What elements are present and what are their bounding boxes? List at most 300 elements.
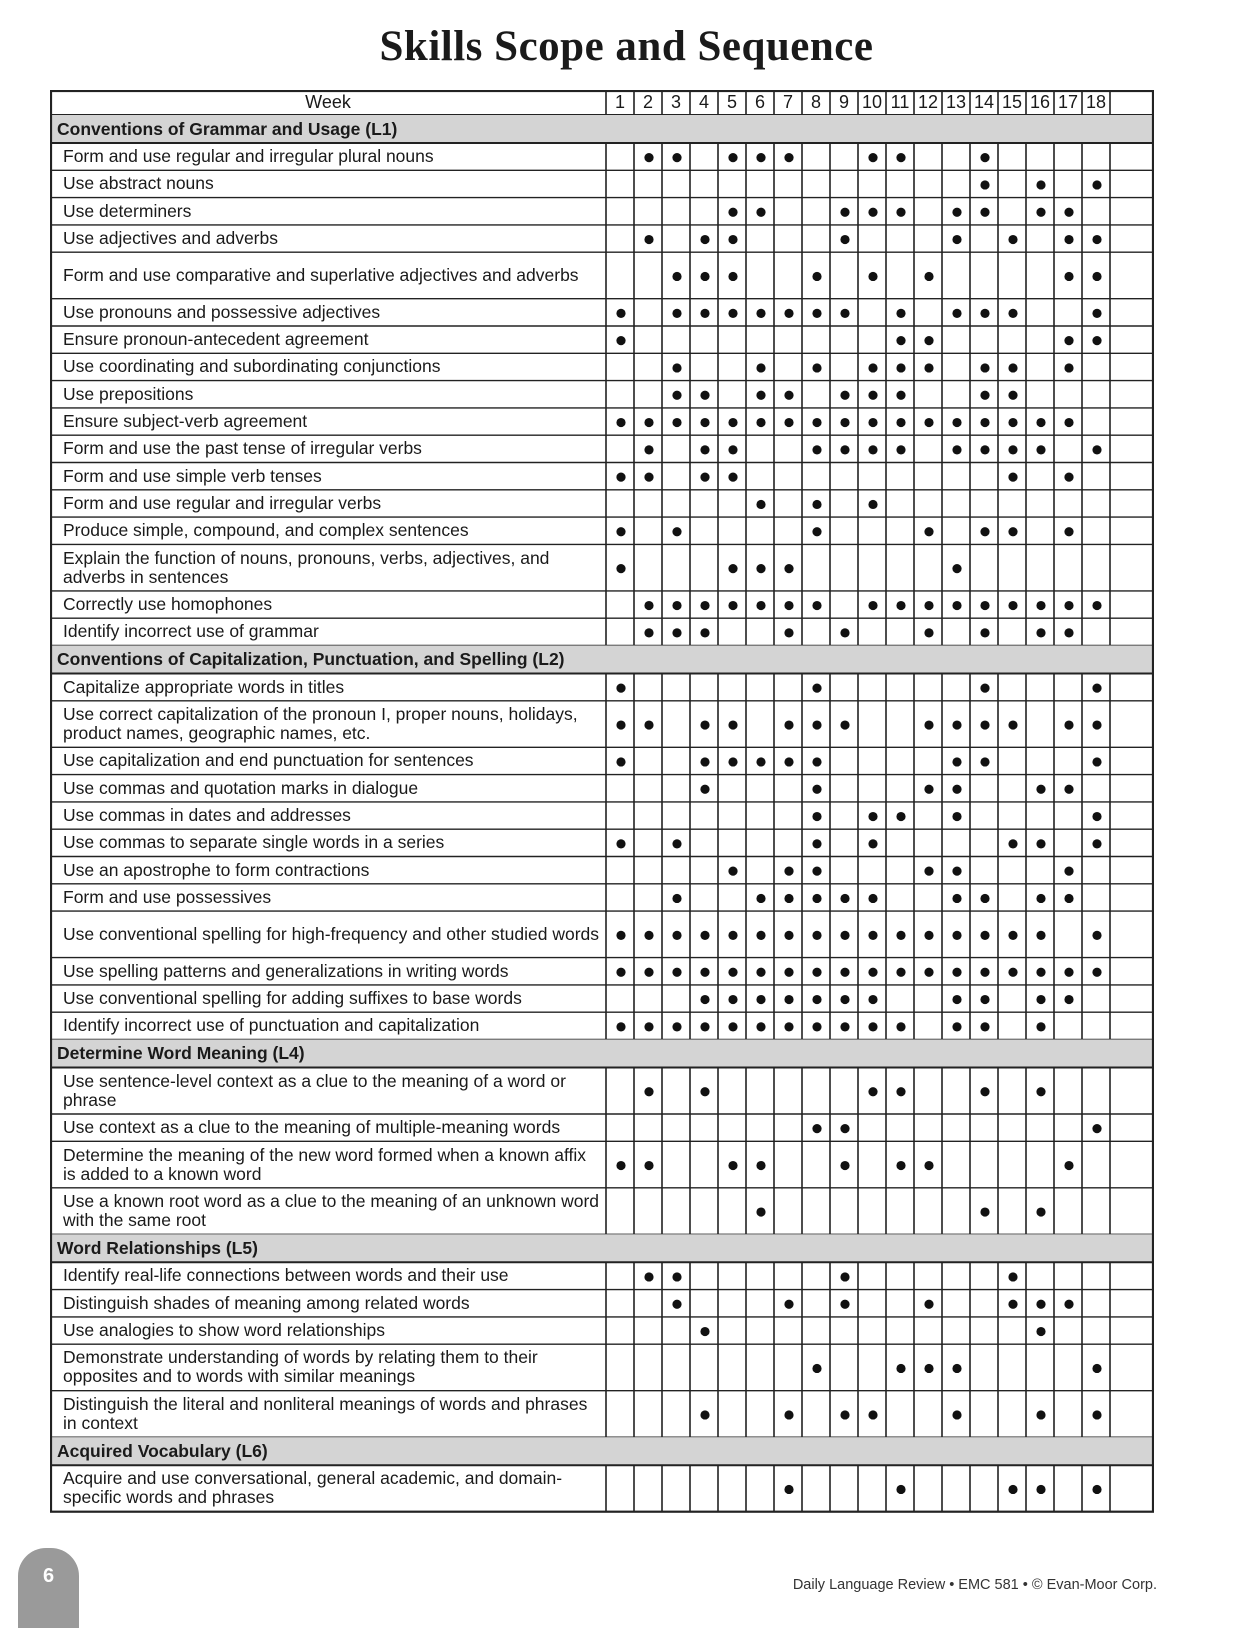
skill-label: Use commas to separate single words in a series [63, 832, 445, 853]
week-16-dot [1036, 1087, 1045, 1096]
week-17-dot [1064, 363, 1073, 372]
week-9-dot [840, 235, 849, 244]
week-14-dot [980, 309, 989, 318]
week-5-dot [728, 564, 737, 573]
week-17-dot [1064, 867, 1073, 876]
week-8-dot [812, 601, 821, 610]
week-5-dot [728, 208, 737, 217]
week-14-dot [980, 894, 989, 903]
week-12-dot [924, 968, 933, 977]
skill-label: Form and use regular and irregular plural nouns [63, 146, 434, 167]
skill-label: Form and use simple verb tenses [63, 465, 322, 486]
week-1-dot [616, 839, 625, 848]
week-10-dot [868, 1087, 877, 1096]
week-6-dot [756, 968, 765, 977]
week-2-dot [644, 628, 653, 637]
footer-credit: Daily Language Review • EMC 581 • © Evan-Moor Corp. [792, 1577, 1157, 1593]
week-18-dot [1092, 309, 1101, 318]
week-8-dot [812, 527, 821, 536]
week-number-1: 1 [614, 92, 625, 112]
week-number-17: 17 [1057, 92, 1079, 112]
week-4-dot [700, 473, 709, 482]
week-7-dot [784, 309, 793, 318]
week-15-dot [1008, 363, 1017, 372]
week-6-dot [756, 894, 765, 903]
week-14-dot [980, 995, 989, 1004]
week-18-dot [1092, 235, 1101, 244]
week-4-dot [700, 757, 709, 766]
week-18-dot [1092, 684, 1101, 693]
week-number-16: 16 [1029, 92, 1051, 112]
week-18-dot [1092, 720, 1101, 729]
week-number-3: 3 [670, 92, 681, 112]
week-15-dot [1008, 527, 1017, 536]
week-8-dot [812, 720, 821, 729]
skill-label: Form and use regular and irregular verbs [63, 492, 382, 513]
week-17-dot [1064, 336, 1073, 345]
week-11-dot [896, 153, 905, 162]
week-14-dot [980, 757, 989, 766]
skill-label: Use conventional spelling for adding suffixes to base words [63, 988, 522, 1009]
week-6-dot [756, 601, 765, 610]
week-6-dot [756, 995, 765, 1004]
week-14-dot [980, 363, 989, 372]
page-title: Skills Scope and Sequence [379, 23, 874, 70]
week-10-dot [868, 894, 877, 903]
week-13-dot [952, 894, 961, 903]
week-number-9: 9 [838, 92, 849, 112]
week-10-dot [868, 968, 877, 977]
week-9-dot [840, 968, 849, 977]
week-13-dot [952, 1364, 961, 1373]
week-number-7: 7 [782, 92, 793, 112]
week-2-dot [644, 1087, 653, 1096]
week-8-dot [812, 839, 821, 848]
week-12-dot [924, 1300, 933, 1309]
skill-label: Use correct capitalization of the pronoun I, proper nouns, holidays, product names, geographic names, etc. [63, 704, 578, 744]
week-3-dot [672, 931, 681, 940]
week-15-dot [1008, 473, 1017, 482]
week-3-dot [672, 839, 681, 848]
page-number-tab [18, 1548, 79, 1628]
week-13-dot [952, 235, 961, 244]
week-12-dot [924, 628, 933, 637]
week-10-dot [868, 208, 877, 217]
week-2-dot [644, 931, 653, 940]
week-16-dot [1036, 839, 1045, 848]
week-18-dot [1092, 445, 1101, 454]
week-15-dot [1008, 601, 1017, 610]
skill-label: Explain the function of nouns, pronouns, verbs, adjectives, and adverbs in sentences [63, 547, 550, 587]
week-11-dot [896, 418, 905, 427]
week-17-dot [1064, 418, 1073, 427]
section-title: Conventions of Capitalization, Punctuation, and Spelling (L2) [57, 649, 565, 669]
week-1-dot [616, 684, 625, 693]
week-16-dot [1036, 894, 1045, 903]
week-13-dot [952, 1410, 961, 1419]
week-8-dot [812, 684, 821, 693]
skill-label: Use an apostrophe to form contractions [63, 859, 370, 880]
week-9-dot [840, 1410, 849, 1419]
week-11-dot [896, 208, 905, 217]
week-2-dot [644, 1272, 653, 1281]
week-3-dot [672, 968, 681, 977]
week-3-dot [672, 309, 681, 318]
week-9-dot [840, 1272, 849, 1281]
week-7-dot [784, 995, 793, 1004]
week-16-dot [1036, 628, 1045, 637]
week-15-dot [1008, 931, 1017, 940]
week-8-dot [812, 363, 821, 372]
skill-label: Correctly use homophones [63, 594, 273, 615]
week-12-dot [924, 272, 933, 281]
week-13-dot [952, 445, 961, 454]
week-13-dot [952, 418, 961, 427]
week-17-dot [1064, 235, 1073, 244]
skill-label: Ensure pronoun-antecedent agreement [63, 329, 369, 350]
week-17-dot [1064, 1161, 1073, 1170]
week-10-dot [868, 153, 877, 162]
week-8-dot [812, 968, 821, 977]
week-16-dot [1036, 785, 1045, 794]
week-3-dot [672, 391, 681, 400]
week-18-dot [1092, 839, 1101, 848]
week-6-dot [756, 363, 765, 372]
week-4-dot [700, 1087, 709, 1096]
week-7-dot [784, 968, 793, 977]
week-11-dot [896, 1161, 905, 1170]
week-7-dot [784, 720, 793, 729]
week-5-dot [728, 272, 737, 281]
week-2-dot [644, 153, 653, 162]
week-3-dot [672, 1272, 681, 1281]
week-10-dot [868, 1022, 877, 1031]
week-7-dot [784, 867, 793, 876]
week-11-dot [896, 309, 905, 318]
week-14-dot [980, 1207, 989, 1216]
week-9-dot [840, 894, 849, 903]
week-2-dot [644, 1022, 653, 1031]
week-1-dot [616, 1022, 625, 1031]
week-3-dot [672, 1022, 681, 1031]
week-16-dot [1036, 1207, 1045, 1216]
week-17-dot [1064, 968, 1073, 977]
week-16-dot [1036, 1485, 1045, 1494]
week-17-dot [1064, 628, 1073, 637]
week-13-dot [952, 995, 961, 1004]
week-8-dot [812, 812, 821, 821]
week-18-dot [1092, 968, 1101, 977]
section-title: Acquired Vocabulary (L6) [57, 1440, 268, 1461]
week-16-dot [1036, 968, 1045, 977]
week-5-dot [728, 1161, 737, 1170]
week-number-13: 13 [945, 92, 967, 112]
week-17-dot [1064, 785, 1073, 794]
week-11-dot [896, 363, 905, 372]
week-4-dot [700, 418, 709, 427]
week-6-dot [756, 418, 765, 427]
week-5-dot [728, 309, 737, 318]
week-11-dot [896, 391, 905, 400]
week-6-dot [756, 1161, 765, 1170]
week-12-dot [924, 931, 933, 940]
skill-label: Acquire and use conversational, general academic, and domain-specific words and phrases [63, 1468, 563, 1508]
week-18-dot [1092, 812, 1101, 821]
week-5-dot [728, 473, 737, 482]
week-16-dot [1036, 180, 1045, 189]
week-16-dot [1036, 445, 1045, 454]
week-10-dot [868, 272, 877, 281]
week-6-dot [756, 309, 765, 318]
week-3-dot [672, 527, 681, 536]
skill-label: Use a known root word as a clue to the meaning of an unknown word with the same root [63, 1191, 600, 1231]
week-18-dot [1092, 336, 1101, 345]
skill-label: Use spelling patterns and generalizations in writing words [63, 960, 509, 981]
week-13-dot [952, 812, 961, 821]
week-8-dot [812, 785, 821, 794]
week-6-dot [756, 208, 765, 217]
week-17-dot [1064, 601, 1073, 610]
week-11-dot [896, 1022, 905, 1031]
week-10-dot [868, 931, 877, 940]
week-7-dot [784, 894, 793, 903]
week-13-dot [952, 720, 961, 729]
week-6-dot [756, 1207, 765, 1216]
week-14-dot [980, 1087, 989, 1096]
week-11-dot [896, 968, 905, 977]
week-12-dot [924, 785, 933, 794]
week-number-14: 14 [973, 92, 995, 112]
week-2-dot [644, 418, 653, 427]
skill-label: Use determiners [63, 200, 192, 221]
week-1-dot [616, 1161, 625, 1170]
week-10-dot [868, 500, 877, 509]
week-9-dot [840, 931, 849, 940]
week-15-dot [1008, 839, 1017, 848]
week-number-18: 18 [1085, 92, 1107, 112]
page-number: 6 [42, 1565, 55, 1587]
week-number-2: 2 [642, 92, 653, 112]
week-7-dot [784, 757, 793, 766]
week-4-dot [700, 272, 709, 281]
week-10-dot [868, 363, 877, 372]
skill-label: Use conventional spelling for high-frequency and other studied words [63, 923, 600, 944]
skill-label: Identify incorrect use of punctuation and capitalization [63, 1015, 480, 1036]
week-3-dot [672, 272, 681, 281]
week-number-12: 12 [917, 92, 939, 112]
week-9-dot [840, 995, 849, 1004]
week-3-dot [672, 363, 681, 372]
week-9-dot [840, 445, 849, 454]
week-4-dot [700, 391, 709, 400]
week-7-dot [784, 1485, 793, 1494]
week-16-dot [1036, 418, 1045, 427]
week-7-dot [784, 931, 793, 940]
week-14-dot [980, 153, 989, 162]
skill-label: Use commas in dates and addresses [63, 805, 351, 826]
week-8-dot [812, 995, 821, 1004]
week-9-dot [840, 418, 849, 427]
skill-label: Identify real-life connections between words and their use [63, 1265, 509, 1286]
week-6-dot [756, 500, 765, 509]
week-10-dot [868, 1410, 877, 1419]
week-15-dot [1008, 418, 1017, 427]
week-2-dot [644, 1161, 653, 1170]
week-11-dot [896, 1364, 905, 1373]
week-15-dot [1008, 235, 1017, 244]
week-14-dot [980, 968, 989, 977]
week-17-dot [1064, 1300, 1073, 1309]
week-9-dot [840, 628, 849, 637]
week-1-dot [616, 757, 625, 766]
week-6-dot [756, 1022, 765, 1031]
week-6-dot [756, 391, 765, 400]
week-18-dot [1092, 272, 1101, 281]
week-7-dot [784, 628, 793, 637]
week-7-dot [784, 1410, 793, 1419]
week-12-dot [924, 1161, 933, 1170]
week-8-dot [812, 418, 821, 427]
week-14-dot [980, 445, 989, 454]
skill-label: Form and use possessives [63, 886, 272, 907]
week-5-dot [728, 1022, 737, 1031]
skill-label: Form and use comparative and superlative adjectives and adverbs [63, 264, 579, 285]
section-title: Conventions of Grammar and Usage (L1) [57, 118, 398, 139]
week-13-dot [952, 564, 961, 573]
week-8-dot [812, 272, 821, 281]
week-7-dot [784, 601, 793, 610]
week-13-dot [952, 309, 961, 318]
week-12-dot [924, 418, 933, 427]
week-11-dot [896, 1485, 905, 1494]
week-8-dot [812, 1124, 821, 1133]
week-8-dot [812, 757, 821, 766]
skill-label: Use commas and quotation marks in dialogue [63, 777, 419, 798]
week-4-dot [700, 1327, 709, 1336]
week-4-dot [700, 785, 709, 794]
week-2-dot [644, 473, 653, 482]
skill-label: Use pronouns and possessive adjectives [63, 301, 381, 322]
week-11-dot [896, 445, 905, 454]
week-10-dot [868, 995, 877, 1004]
week-16-dot [1036, 1410, 1045, 1419]
week-13-dot [952, 601, 961, 610]
week-10-dot [868, 391, 877, 400]
week-14-dot [980, 527, 989, 536]
week-5-dot [728, 418, 737, 427]
week-4-dot [700, 1410, 709, 1419]
skill-label: Identify incorrect use of grammar [63, 621, 319, 642]
skill-label: Use coordinating and subordinating conjunctions [63, 356, 441, 377]
week-10-dot [868, 839, 877, 848]
week-16-dot [1036, 1327, 1045, 1336]
week-7-dot [784, 418, 793, 427]
week-number-8: 8 [810, 92, 821, 112]
week-9-dot [840, 720, 849, 729]
week-4-dot [700, 628, 709, 637]
section-title: Determine Word Meaning (L4) [57, 1043, 305, 1063]
week-2-dot [644, 601, 653, 610]
skill-label: Use analogies to show word relationships [63, 1320, 385, 1341]
week-15-dot [1008, 968, 1017, 977]
week-10-dot [868, 418, 877, 427]
week-18-dot [1092, 1410, 1101, 1419]
week-13-dot [952, 785, 961, 794]
week-4-dot [700, 995, 709, 1004]
week-1-dot [616, 931, 625, 940]
week-13-dot [952, 757, 961, 766]
week-18-dot [1092, 757, 1101, 766]
week-12-dot [924, 527, 933, 536]
week-2-dot [644, 445, 653, 454]
skill-label: Demonstrate understanding of words by relating them to their opposites and to words with similar meanings [63, 1347, 538, 1387]
week-13-dot [952, 931, 961, 940]
skill-label: Use capitalization and end punctuation for sentences [63, 750, 474, 771]
week-15-dot [1008, 1300, 1017, 1309]
week-11-dot [896, 336, 905, 345]
week-17-dot [1064, 720, 1073, 729]
skill-label: Capitalize appropriate words in titles [63, 676, 345, 697]
week-3-dot [672, 894, 681, 903]
week-2-dot [644, 720, 653, 729]
week-18-dot [1092, 180, 1101, 189]
week-3-dot [672, 418, 681, 427]
week-17-dot [1064, 473, 1073, 482]
week-12-dot [924, 720, 933, 729]
week-7-dot [784, 564, 793, 573]
week-14-dot [980, 684, 989, 693]
week-17-dot [1064, 527, 1073, 536]
week-16-dot [1036, 1022, 1045, 1031]
week-17-dot [1064, 894, 1073, 903]
week-9-dot [840, 1161, 849, 1170]
skill-label: Ensure subject-verb agreement [63, 411, 308, 432]
skill-label: Use abstract nouns [63, 173, 214, 194]
week-1-dot [616, 473, 625, 482]
week-4-dot [700, 1022, 709, 1031]
skill-label: Form and use the past tense of irregular verbs [63, 438, 422, 459]
week-11-dot [896, 931, 905, 940]
week-17-dot [1064, 272, 1073, 281]
week-1-dot [616, 309, 625, 318]
week-12-dot [924, 336, 933, 345]
week-5-dot [728, 757, 737, 766]
week-2-dot [644, 968, 653, 977]
week-4-dot [700, 720, 709, 729]
week-7-dot [784, 391, 793, 400]
skill-label: Use prepositions [63, 383, 194, 404]
week-5-dot [728, 235, 737, 244]
week-5-dot [728, 601, 737, 610]
week-5-dot [728, 968, 737, 977]
week-18-dot [1092, 1364, 1101, 1373]
week-number-11: 11 [890, 92, 910, 112]
week-8-dot [812, 894, 821, 903]
week-16-dot [1036, 1300, 1045, 1309]
week-18-dot [1092, 1124, 1101, 1133]
week-4-dot [700, 445, 709, 454]
week-3-dot [672, 1300, 681, 1309]
week-1-dot [616, 527, 625, 536]
week-6-dot [756, 564, 765, 573]
week-6-dot [756, 931, 765, 940]
week-9-dot [840, 391, 849, 400]
week-number-5: 5 [726, 92, 737, 112]
week-14-dot [980, 628, 989, 637]
week-16-dot [1036, 208, 1045, 217]
week-9-dot [840, 208, 849, 217]
skill-label: Use adjectives and adverbs [63, 228, 278, 249]
